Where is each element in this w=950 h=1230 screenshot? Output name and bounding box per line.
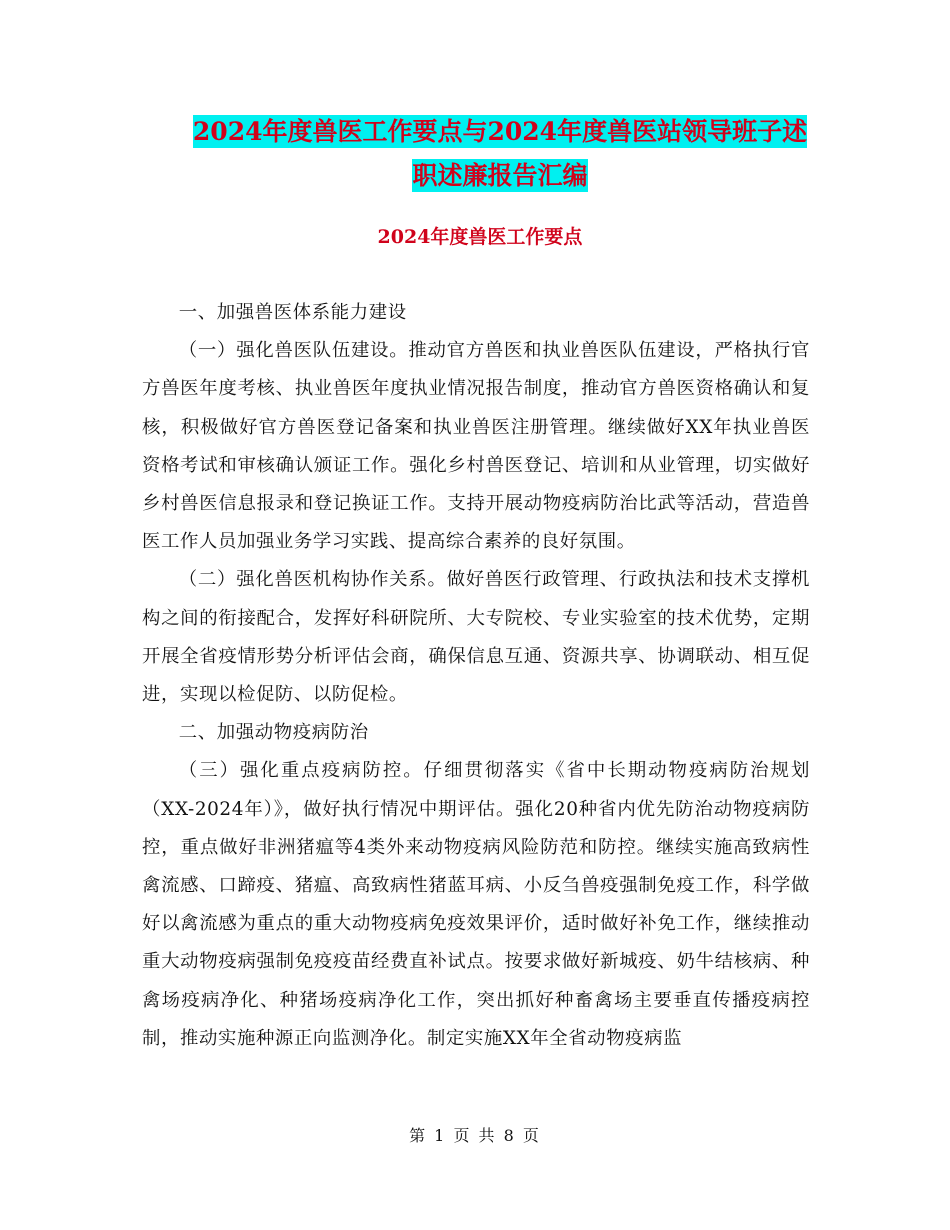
paragraph-2: （二）强化兽医机构协作关系。做好兽医行政管理、行政执法和技术支撑机构之间的衔接配合，发挥好科研院所、大专院校、专业实验室的技术优势，定期开展全省疫情形势分析评估会商，确保信息互通、资源共享、协调联动、相互促进，实现以检促防、以防促检。: [142, 569, 810, 706]
heading-2: 二、加强动物疫病防治: [178, 722, 369, 744]
document-body: [142, 294, 810, 1058]
heading-1: 一、加强兽医体系能力建设: [178, 302, 407, 323]
document-title-line2: 职述廉报告汇编: [412, 161, 588, 190]
document-title: [140, 110, 860, 198]
page-footer: 第 1 页 共 8 页: [409, 1126, 541, 1145]
section-title: 2024年度兽医工作要点: [377, 226, 583, 248]
paragraph-1: （一）强化兽医队伍建设。推动官方兽医和执业兽医队伍建设，严格执行官方兽医年度考核、执业兽医年度执业情况报告制度，推动官方兽医资格确认和复核，积极做好官方兽医登记备案和执业兽医注册管理。继续做好XX年执业兽医资格考试和审核确认颁证工作。强化乡村兽医登记、培训和从业管理，切实做好乡村兽医信息报录和登记换证工作。支持开展动物疫病防治比武等活动，营造兽医工作人员加强业务学习实践、提高综合素养的良好氛围。: [142, 340, 810, 553]
paragraph-3: （三）强化重点疫病防控。仔细贯彻落实《省中长期动物疫病防治规划（XX-2024年）》，做好执行情况中期评估。强化20种省内优先防治动物疫病防控，重点做好非洲猪瘟等4类外来动物疫病风险防范和防控。继续实施高致病性禽流感、口蹄疫、猪瘟、高致病性猪蓝耳病、小反刍兽疫强制免疫工作，科学做好以禽流感为重点的重大动物疫病免疫效果评价，适时做好补免工作，继续推动重大动物疫病强制免疫疫苗经费直补试点。按要求做好新城疫、奶牛结核病、种禽场疫病净化、种猪场疫病净化工作，突出抓好种畜禽场主要垂直传播疫病控制，推动实施种源正向监测净化。制定实施XX年全省动物疫病监: [142, 760, 810, 1049]
document-title-line1: 2024年度兽医工作要点与2024年度兽医站领导班子述: [192, 117, 808, 146]
